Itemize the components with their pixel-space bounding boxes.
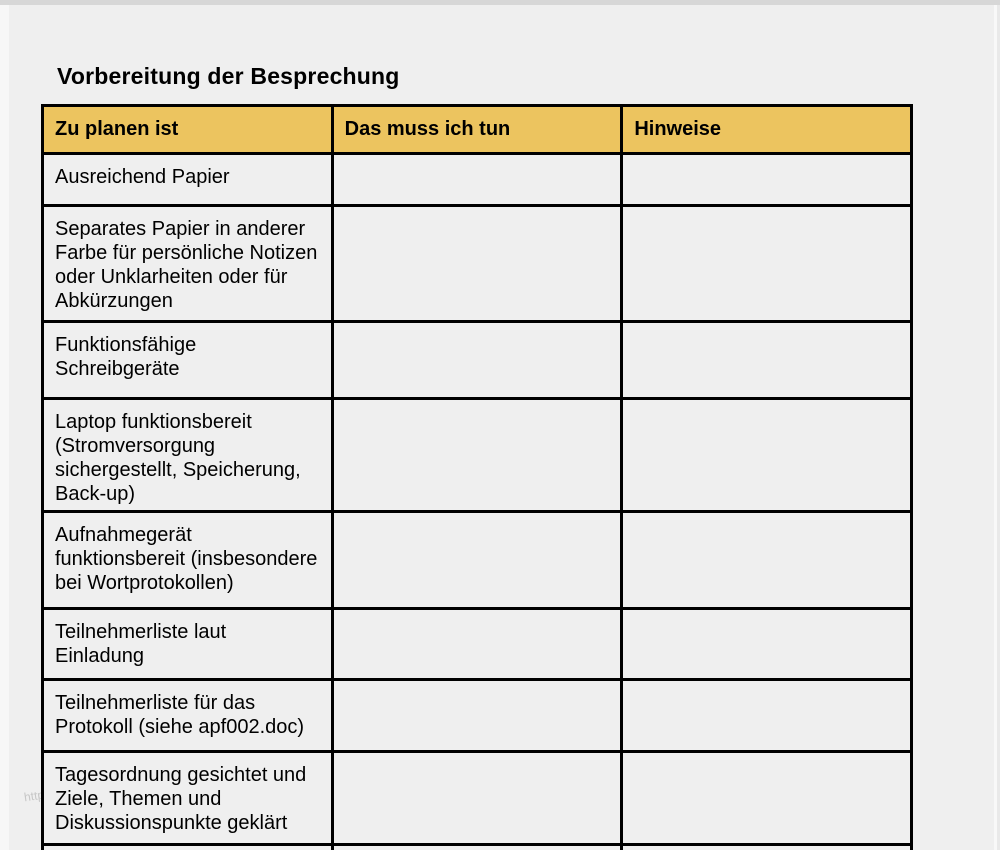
table-row — [43, 399, 912, 512]
table-cell-c2 — [332, 399, 622, 512]
table-cell-c2 — [332, 609, 622, 680]
table-cell-c1: Teilnehmerliste laut Einladung — [43, 609, 333, 680]
column-header-hinweise: Hinweise — [622, 106, 912, 154]
table-cell-c3 — [622, 609, 912, 680]
table-cell-c3 — [622, 752, 912, 845]
table-row — [43, 206, 912, 322]
table-row — [43, 512, 912, 609]
table-cell-c1: Teilnehmerliste für das Protokoll (siehe apf002.doc) — [43, 680, 333, 752]
left-edge-strip — [0, 5, 9, 850]
table-row — [43, 154, 912, 206]
table-cell-c2 — [332, 154, 622, 206]
table-cell-c2 — [332, 206, 622, 322]
table-cell-c1: Tagesordnung gesichtet und Ziele, Themen und Diskussionspunkte geklärt — [43, 752, 333, 845]
table-cell-c1: Laptop funktionsbereit (Stromversorgung sichergestellt, Speicherung, Back-up) — [43, 399, 333, 512]
table-cell-c1: Aufnahmegerät funktionsbereit (insbesondere bei Wortprotokollen) — [43, 512, 333, 609]
table-row — [43, 609, 912, 680]
column-header-das-muss-ich-tun: Das muss ich tun — [332, 106, 622, 154]
preparation-table — [41, 104, 913, 850]
table-cell-c2 — [332, 322, 622, 399]
page-title: Vorbereitung der Besprechung — [57, 63, 400, 89]
table-header — [43, 106, 912, 154]
watermark-text: http — [23, 787, 45, 805]
table-cell-c1: Ausreichend Papier — [43, 154, 333, 206]
table-row — [43, 845, 912, 850]
table-cell-c3 — [622, 680, 912, 752]
table-cell-c2 — [332, 845, 622, 850]
table-cell-c1: Funktionsfähige Schreibgeräte — [43, 322, 333, 399]
preparation-table-container — [41, 104, 913, 850]
table-row — [43, 752, 912, 845]
table-cell-c2 — [332, 752, 622, 845]
table-row — [43, 322, 912, 399]
table-cell-c3 — [622, 845, 912, 850]
top-edge-strip — [0, 0, 1000, 5]
table-cell-c3 — [622, 322, 912, 399]
table-cell-c1 — [43, 845, 333, 850]
table-cell-c3 — [622, 399, 912, 512]
column-header-zu-planen-ist: Zu planen ist — [43, 106, 333, 154]
table-row — [43, 680, 912, 752]
table-cell-c3 — [622, 512, 912, 609]
table-cell-c2 — [332, 680, 622, 752]
table-body — [43, 154, 912, 850]
table-cell-c1: Separates Papier in anderer Farbe für persönliche Notizen oder Unklarheiten oder für Abkürzungen — [43, 206, 333, 322]
table-cell-c3 — [622, 206, 912, 322]
table-cell-c3 — [622, 154, 912, 206]
header-row — [43, 106, 912, 154]
table-cell-c2 — [332, 512, 622, 609]
